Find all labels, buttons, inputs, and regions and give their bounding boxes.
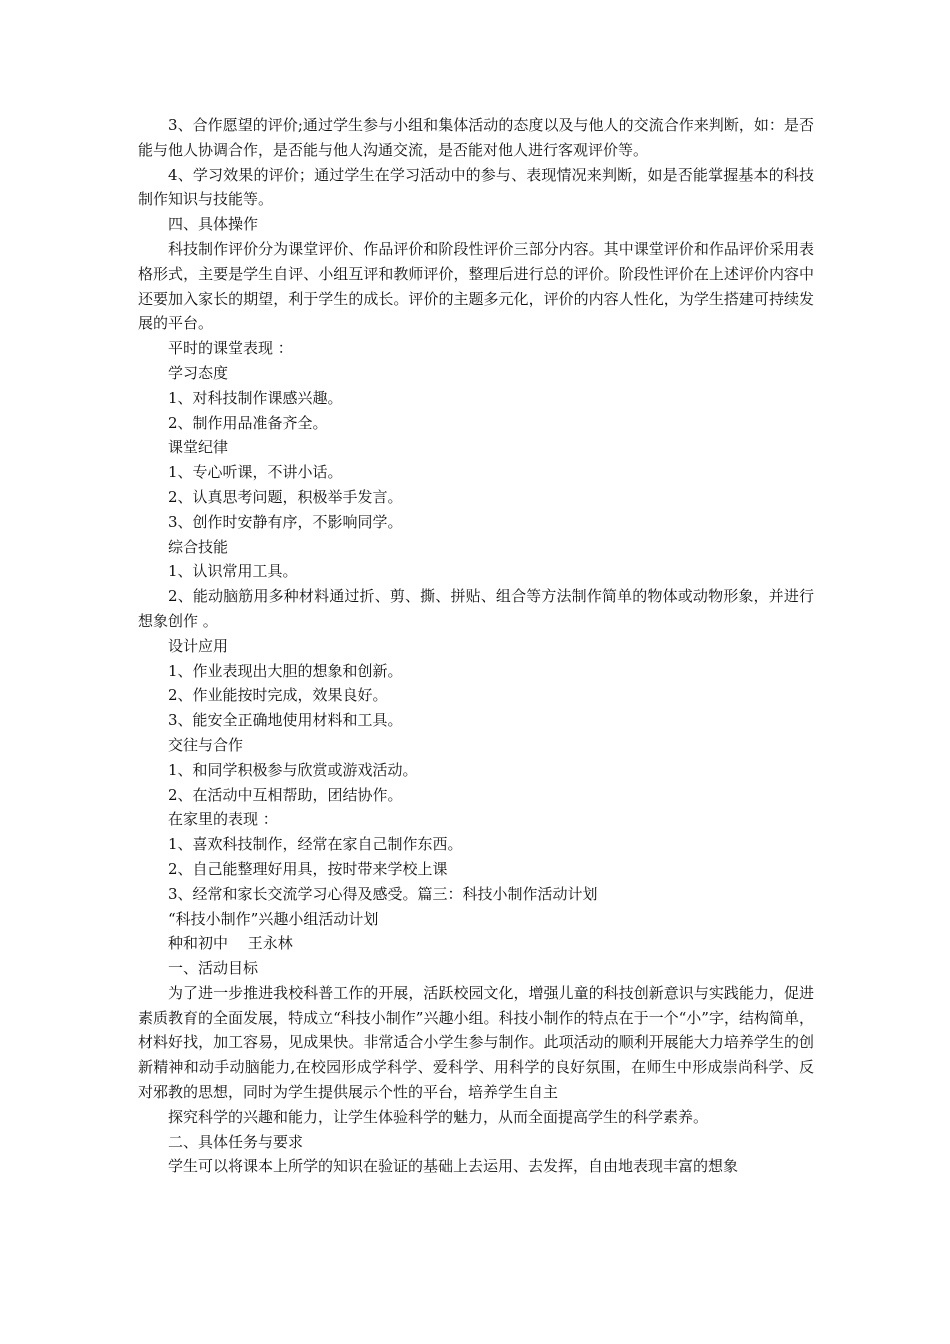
paragraph-continuation: 探究科学的兴趣和能力，让学生体验科学的魅力，从而全面提高学生的科学素养。 [168,1107,709,1126]
subheading-classroom-discipline: 课堂纪律 [168,438,229,457]
section-heading-specific-operation: 四、具体操作 [168,215,259,234]
paragraph-evaluation-overview: 科技制作评价分为课堂评价、作品评价和阶段性评价三部分内容。其中课堂评价和作品评价采用表格形式，主要是学生自评、小组互评和教师评价，整理后进行总的评价。阶段性评价在上述评价内容中还要加入家长的期望，利于学生的成长。评价的主题多元化，评价的内容人性化，为学生搭建可持续发展的平台。 [138,239,814,333]
list-item: 2、自己能整理好用具，按时带来学校上课 [168,859,448,878]
section-heading-activity-goals: 一、活动目标 [168,959,259,978]
list-item: 3、创作时安静有序，不影响同学。 [168,512,403,531]
list-item: 1、和同学积极参与欣赏或游戏活动。 [168,760,418,779]
list-item: 1、喜欢科技制作，经常在家自己制作东西。 [168,835,463,854]
subheading-communication-cooperation: 交往与合作 [168,735,244,754]
list-item: 1、专心听课，不讲小话。 [168,463,343,482]
paragraph-tasks-requirements: 学生可以将课本上所学的知识在验证的基础上去运用、去发挥，自由地表现丰富的想象 [168,1157,739,1176]
list-item: 2、制作用品准备齐全。 [168,413,328,432]
document-page [138,113,814,1179]
heading-home-performance: 在家里的表现 ： [168,810,278,829]
list-item: 3、经常和家长交流学习心得及感受。篇三：科技小制作活动计划 [168,884,598,903]
list-item: 1、对科技制作课感兴趣。 [168,388,343,407]
paragraph-learning-effect-evaluation: 4、学习效果的评价；通过学生在学习活动中的参与、表现情况来判断，如是否能掌握基本的科技制作知识与技能等。 [138,165,814,209]
heading-classroom-performance: 平时的课堂表现 ： [168,339,293,358]
list-item: 1、作业表现出大胆的想象和创新。 [168,661,403,680]
list-item: 2、能动脑筋用多种材料通过折、剪、撕、拼贴、组合等方法制作简单的物体或动物形象，并进行想象创作 。 [138,587,814,630]
list-item: 3、能安全正确地使用材料和工具。 [168,711,403,730]
paragraph-activity-goals: 为了进一步推进我校科普工作的开展，活跃校园文化，增强儿童的科技创新意识与实践能力，促进素质教育的全面发展，特成立“科技小制作”兴趣小组。科技小制作的特点在于一个“小”字，结构简单，材料好找，加工容易，见成果快。非常适合小学生参与制作。此项活动的顺利开展能大力培养学生的创新精神和动手动脑能力,在校园形成学科学、爱科学、用科学的良好氛围，在师生中形成崇尚科学、反对邪教的思想，同时为学生提供展示个性的平台，培养学生自主 [138,983,814,1102]
list-item: 2、在活动中互相帮助，团结协作。 [168,785,403,804]
list-item: 1、认识常用工具。 [168,562,298,581]
paragraph-cooperation-evaluation: 3、合作愿望的评价;通过学生参与小组和集体活动的态度以及与他人的交流合作来判断，如：是否能与他人协调合作，是否能与他人沟通交流，是否能对他人进行客观评价等。 [138,116,814,159]
subheading-design-application: 设计应用 [168,636,229,655]
subheading-learning-attitude: 学习态度 [168,363,229,382]
author-line: 种和初中 王永林 [168,934,293,953]
list-item: 2、作业能按时完成，效果良好。 [168,686,388,705]
plan-title: “科技小制作”兴趣小组活动计划 [168,909,379,928]
list-item: 2、认真思考问题，积极举手发言。 [168,487,403,506]
section-heading-tasks-requirements: 二、具体任务与要求 [168,1132,304,1151]
subheading-comprehensive-skills: 综合技能 [168,537,229,556]
